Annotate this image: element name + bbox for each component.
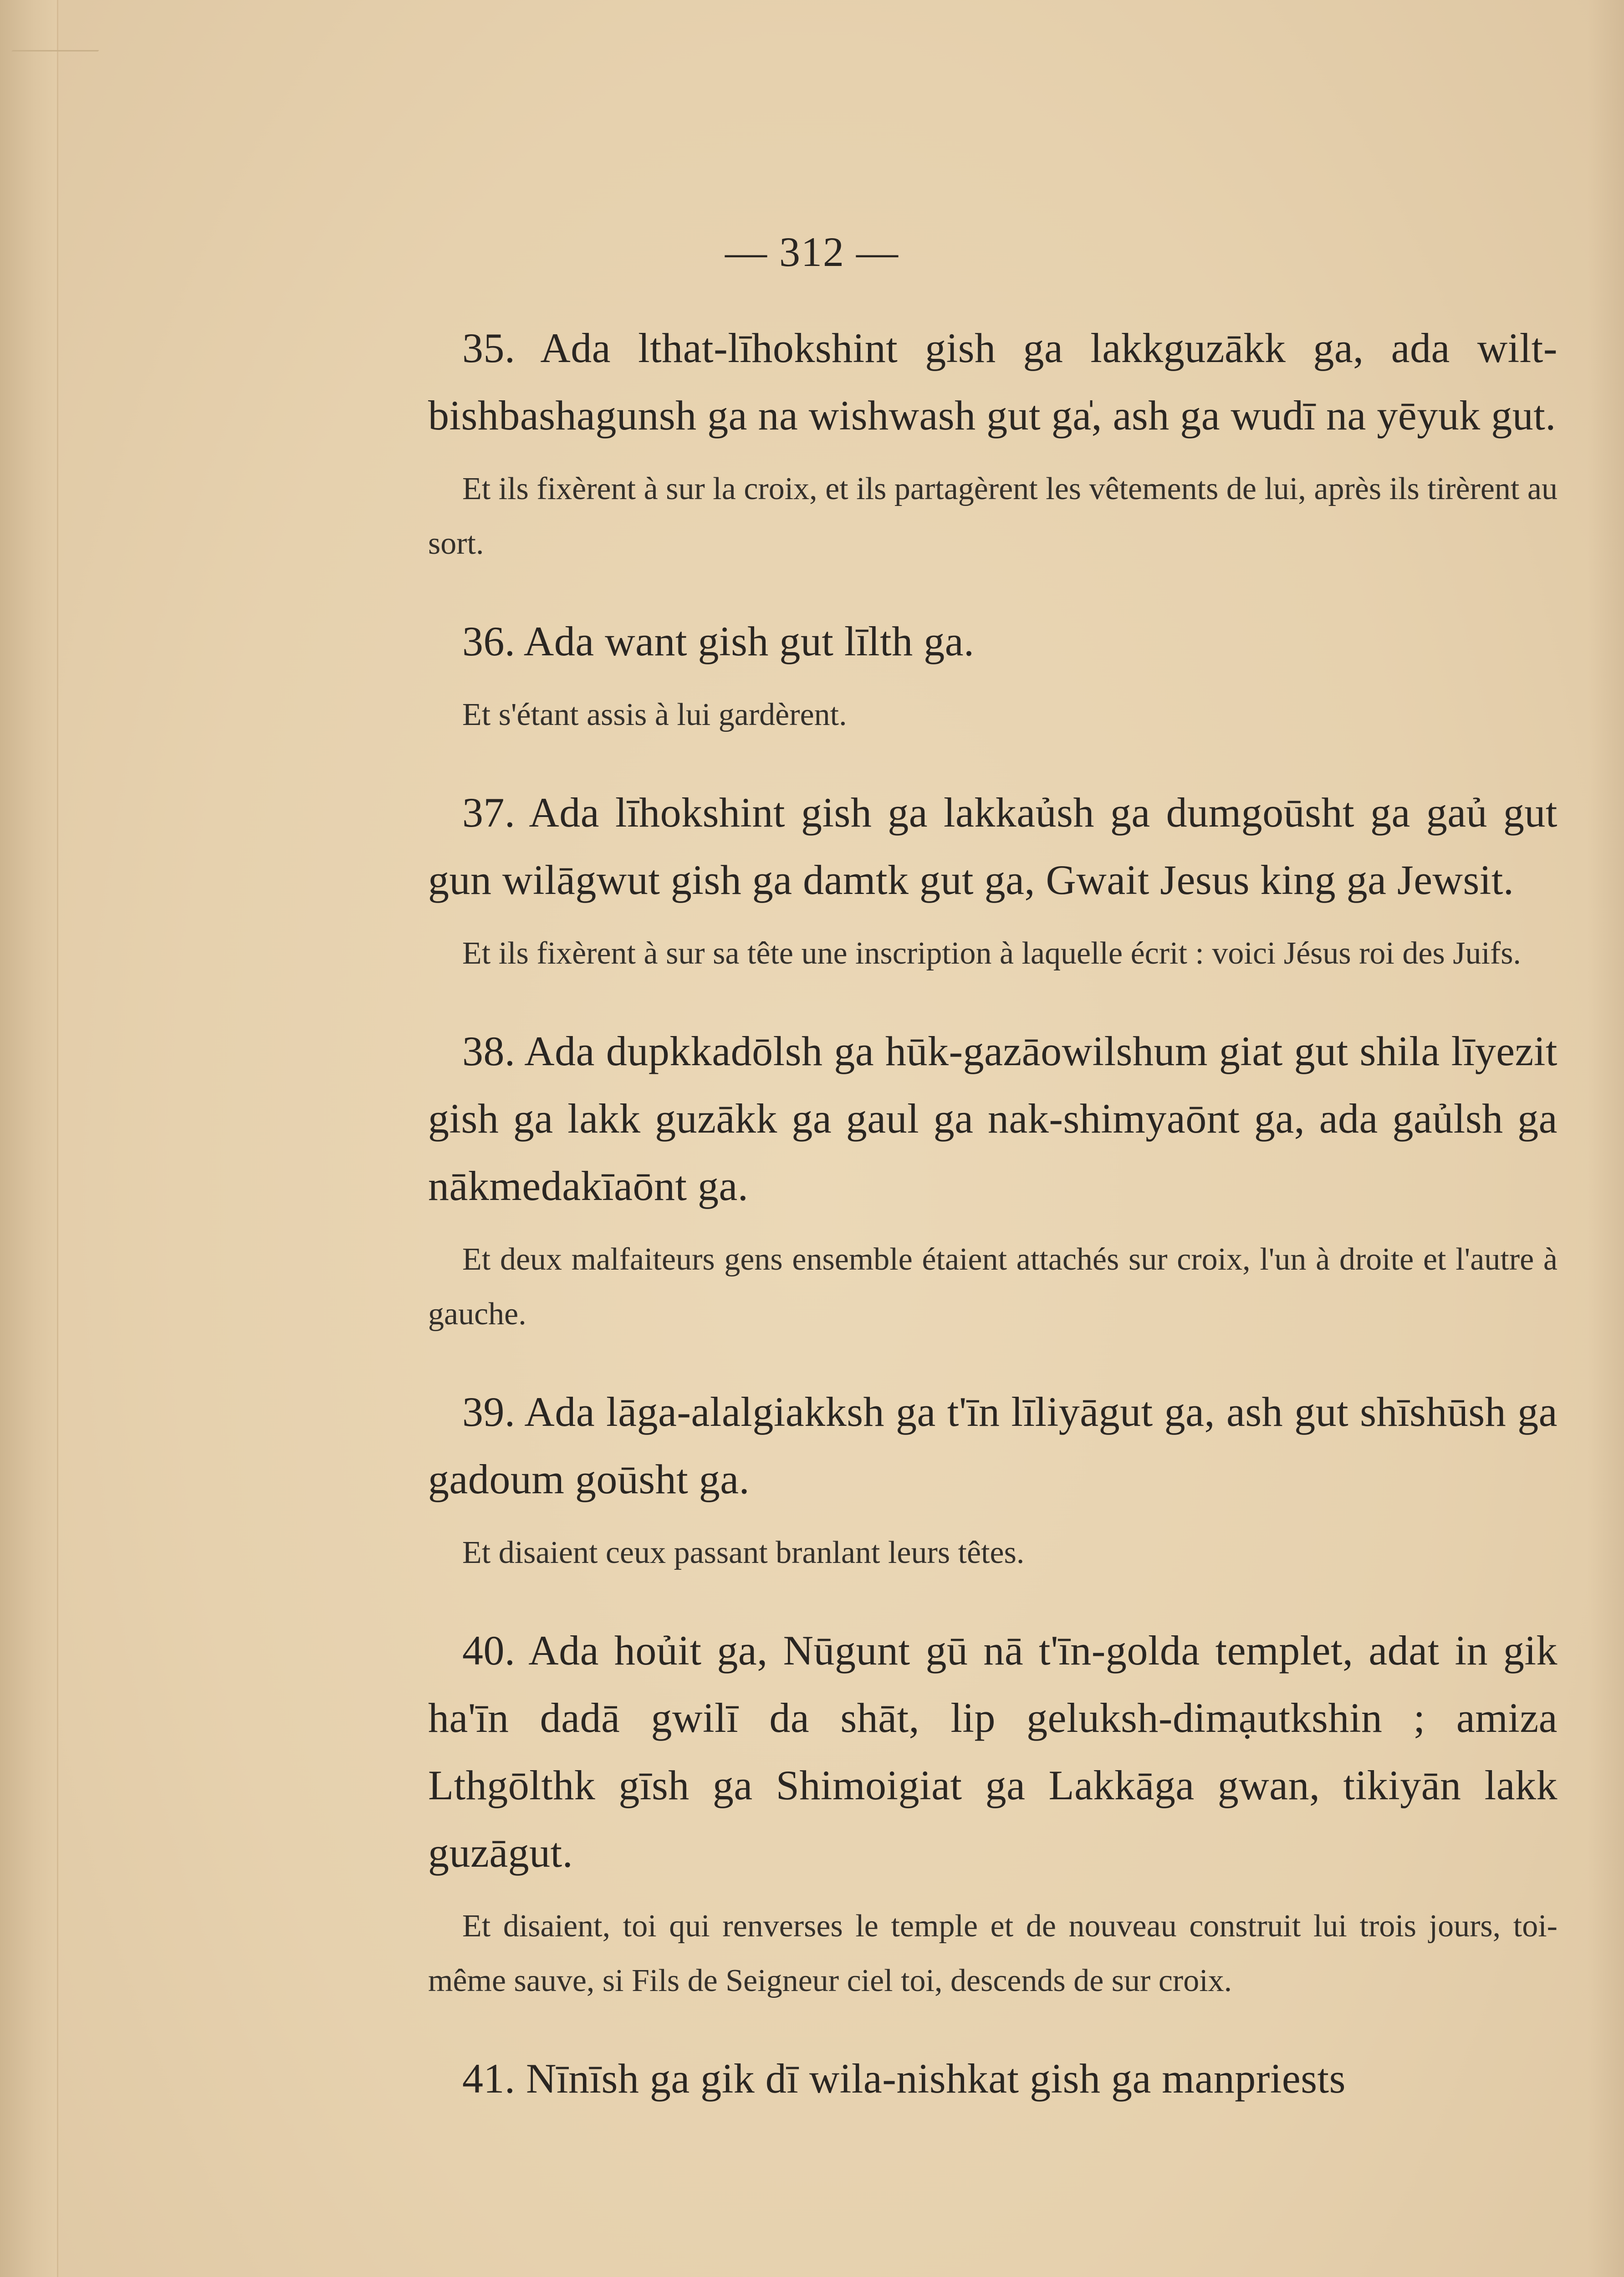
verse-35: 35. Ada lthat-līhokshint gish ga lakkguzākk ga, ada wilt-bishbashagunsh ga na wishwash gut ga̍, ash ga wudī na yēyuk gut.	[428, 325, 1558, 439]
verse-41: 41. Nīnīsh ga gik dī wila-nishkat gish ga manpriests	[462, 2055, 1346, 2102]
translation-36: Et s'étant assis à lui gardèrent.	[462, 697, 847, 732]
page-fold-edge	[0, 0, 58, 2277]
translation-37: Et ils fixèrent à sur sa tête une inscription à laquelle écrit : voici Jésus roi des Juifs.	[462, 936, 1521, 971]
verse-40: 40. Ada hoủit ga, Nūgunt gū nā t'īn-golda templet, adat in gik ha'īn dadā gwilī da shāt, lip geluksh-dimạutkshin ; amiza Lthgōlthk gīsh ga Shimoigiat ga Lakkāga gwan, tikiyān lakk guzāgut.	[428, 1627, 1558, 1876]
verse-39: 39. Ada lāga-alalgiakksh ga t'īn līliyāgut ga, ash gut shīshūsh ga gadoum goūsht ga.	[428, 1389, 1558, 1502]
verse-36: 36. Ada want gish gut līlth ga.	[462, 618, 975, 664]
verse-38: 38. Ada dupkkadōlsh ga hūk-gazāowilshum giat gut shila līyezit gish ga lakk guzākk ga gaul ga nak-shimyaōnt ga, ada gaủlsh ga nākmedakīaōnt ga.	[428, 1028, 1558, 1209]
text-body	[428, 314, 1558, 2112]
translation-40: Et disaient, toi qui renverses le temple et de nouveau construit lui trois jours, toi-même sauve, si Fils de Seigneur ciel toi, descends de sur croix.	[428, 1909, 1558, 1998]
translation-39: Et disaient ceux passant branlant leurs têtes.	[462, 1535, 1025, 1570]
binding-shadow	[1588, 0, 1624, 2277]
page-number: — 312 —	[725, 229, 899, 275]
verse-37: 37. Ada līhokshint gish ga lakkaủsh ga dumgoūsht ga gaủ gut gun wilāgwut gish ga damtk gut ga, Gwait Jesus king ga Jewsit.	[428, 789, 1558, 903]
translation-35: Et ils fixèrent à sur la croix, et ils partagèrent les vêtements de lui, après ils tirèrent au sort.	[428, 471, 1558, 561]
translation-38: Et deux malfaiteurs gens ensemble étaient attachés sur croix, l'un à droite et l'autre à gauche.	[428, 1242, 1558, 1332]
